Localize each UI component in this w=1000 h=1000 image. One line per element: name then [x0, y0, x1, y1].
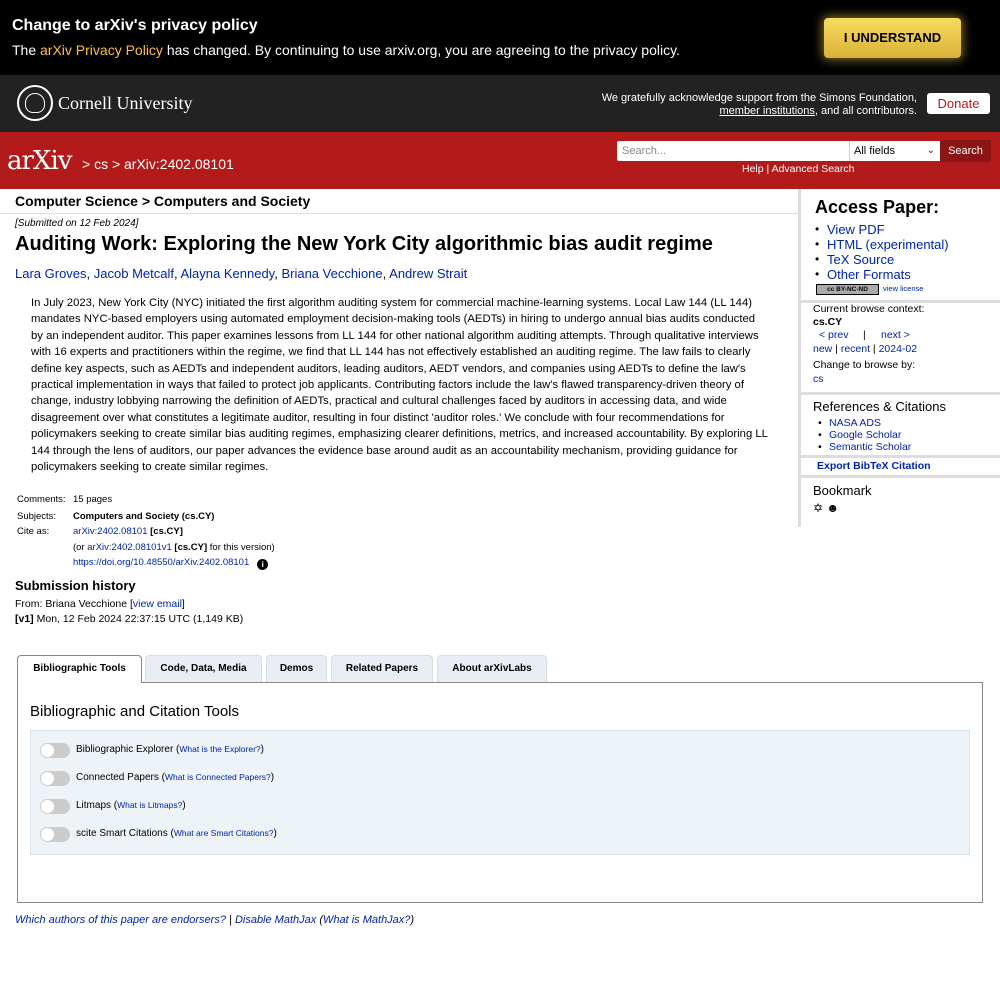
bibsonomy-icon[interactable]: ✡: [813, 501, 824, 515]
donate-button[interactable]: Donate: [927, 93, 990, 114]
change-browse-label: Change to browse by:: [813, 359, 916, 371]
doi-link[interactable]: https://doi.org/10.48550/arXiv.2402.08101: [73, 557, 250, 568]
access-paper-title: Access Paper:: [815, 197, 940, 217]
tab-related-papers[interactable]: Related Papers: [331, 655, 433, 682]
subjects-value: Computers and Society (cs.CY): [73, 511, 215, 522]
html-experimental-link[interactable]: • HTML (experimental): [827, 237, 949, 252]
references-citations-title: References & Citations: [813, 399, 946, 414]
submission-from: [15, 598, 185, 610]
arxiv-header: [0, 132, 1000, 189]
subjects-label: Subjects:: [17, 511, 57, 522]
banner-title: Change to arXiv's privacy policy: [12, 17, 258, 34]
author-link[interactable]: Andrew Strait: [389, 266, 468, 281]
tab-bibliographic-tools[interactable]: Bibliographic Tools: [17, 655, 142, 683]
tab-demos[interactable]: Demos: [266, 655, 327, 682]
what-are-smart-citations-link[interactable]: What are Smart Citations?: [173, 828, 274, 838]
toggle-label: Connected Papers (What is Connected Papers?): [76, 772, 275, 783]
cornell-header: [0, 75, 1000, 132]
info-icon[interactable]: i: [257, 559, 268, 570]
bookmark-title: Bookmark: [813, 483, 872, 498]
banner-text-suffix: has changed. By continuing to use arxiv.org, you are agreeing to the privacy policy.: [162, 42, 680, 58]
sidebar-divider: [801, 392, 1000, 395]
search-button[interactable]: Search: [940, 140, 991, 162]
toggle-label-text: scite Smart Citations: [76, 828, 168, 839]
i-understand-button[interactable]: I UNDERSTAND: [824, 18, 961, 58]
toggle-label-text: Litmaps: [76, 800, 112, 811]
paper-title: Auditing Work: Exploring the New York City algorithmic bias audit regime: [15, 233, 713, 255]
sidebar-divider: [801, 475, 1000, 478]
google-scholar-link[interactable]: • Google Scholar: [829, 429, 901, 441]
search-field-value: All fields: [854, 145, 895, 157]
arxiv-logo[interactable]: arXiv: [7, 146, 72, 176]
sidebar-divider: [801, 455, 1000, 458]
author-link[interactable]: Alayna Kennedy: [180, 266, 275, 281]
endorsers-link[interactable]: Which authors of this paper are endorsers?: [15, 914, 226, 926]
export-bibtex-link[interactable]: Export BibTeX Citation: [817, 460, 931, 472]
what-is-litmaps-link[interactable]: What is Litmaps?: [117, 800, 183, 810]
cornell-seal-icon[interactable]: [17, 85, 53, 121]
toggle-label: scite Smart Citations (What are Smart Citations?): [76, 828, 277, 839]
cite-version-prefix: (or: [73, 542, 88, 553]
prev-link[interactable]: < prev: [819, 329, 849, 341]
browse-cs-link[interactable]: cs: [813, 373, 824, 385]
month-link[interactable]: 2024-02: [878, 343, 918, 355]
view-pdf-link[interactable]: • View PDF: [827, 222, 885, 237]
bibliographic-explorer-toggle[interactable]: [40, 743, 70, 758]
tex-source-link[interactable]: • TeX Source: [827, 252, 894, 267]
banner-text-prefix: The: [12, 42, 41, 58]
search-field-select[interactable]: [849, 141, 940, 161]
mathjax-paren-open: (: [316, 914, 323, 926]
subject-divider: [0, 213, 798, 214]
help-links: [742, 163, 854, 175]
help-link[interactable]: Help: [742, 163, 764, 175]
footer-links: [15, 914, 414, 926]
ack-line1: We gratefully acknowledge support from the Simons Foundation,: [601, 92, 917, 104]
browse-links: new | recent | 2024-02: [813, 343, 918, 355]
toggle-label: Bibliographic Explorer (What is the Explorer?): [76, 744, 264, 755]
footer-separator: |: [225, 914, 235, 926]
submission-history-title: Submission history: [15, 578, 136, 593]
cite-category: [cs.CY]: [147, 526, 183, 537]
bookmark-icons: [813, 501, 839, 515]
author-list: Lara Groves, Jacob Metcalf, Alayna Kennedy, Briana Vecchione, Andrew Strait: [15, 266, 468, 281]
disable-mathjax-link[interactable]: Disable MathJax: [234, 914, 317, 926]
member-institutions-link[interactable]: member institutions: [719, 105, 815, 117]
doi-value: [73, 557, 268, 570]
next-link[interactable]: next >: [881, 329, 910, 341]
mathjax-paren-close: ): [410, 914, 415, 926]
view-license-link[interactable]: view license: [883, 284, 924, 293]
comments-label: Comments:: [17, 494, 66, 505]
version-label: [v1]: [15, 613, 34, 625]
what-is-connected-papers-link[interactable]: What is Connected Papers?: [164, 772, 271, 782]
cite-version-suffix: for this version): [207, 542, 275, 553]
litmaps-toggle[interactable]: [40, 799, 70, 814]
cite-version-link[interactable]: arXiv:2402.08101v1: [87, 542, 172, 553]
recent-link[interactable]: recent: [840, 343, 871, 355]
submission-from-prefix: From: Briana Vecchione [: [15, 598, 133, 610]
cc-license-badge[interactable]: cc BY-NC-ND: [816, 284, 879, 295]
tab-code-data-media[interactable]: Code, Data, Media: [145, 655, 262, 682]
author-link[interactable]: Briana Vecchione: [281, 266, 383, 281]
what-is-mathjax-link[interactable]: What is MathJax?: [323, 914, 411, 926]
toggle-label: Litmaps (What is Litmaps?): [76, 800, 186, 811]
advanced-search-link[interactable]: Advanced Search: [771, 163, 855, 175]
breadcrumb: > cs > arXiv:2402.08101: [82, 156, 234, 172]
prev-next-separator: |: [863, 329, 866, 341]
cite-version-category: [cs.CY]: [171, 542, 208, 553]
new-link[interactable]: new: [813, 343, 833, 355]
submission-date: [Submitted on 12 Feb 2024]: [15, 218, 139, 229]
cite-version-value: [73, 542, 275, 553]
ack-line2: [602, 105, 917, 118]
browse-context-value: cs.CY: [813, 316, 843, 328]
abstract: In July 2023, New York City (NYC) initiated the first algorithm auditing system for commercial machine-learning systems. Local Law 144 (LL 144) mandates NYC-based employers using automated employment decision-making tools (AEDTs) in hiring to undergo annual bias audits conducted by an independent auditor. This paper examines lessons from LL 144 for other national algorithm auditing attempts. Through qualitative interviews with 16 experts and practitioners within the regime, we find that LL 144 has not effectively established an auditing regime. The law fails to clearly define key aspects, such as AEDTs and independent auditors, leading auditors, AEDT vendors, and companies using AEDTs to define the law's practical implementation in ways that failed to protect job applicants. Contributing factors include the law's flawed transparency-driven theory of change, industry lobbying narrowing the definition of AEDTs, practical and cultural challenges faced by auditors in accessing data, and wide disagreement over what constitutes a legitimate auditor, resulting in four distinct 'auditor roles.' We conclude with four recommendations for policymakers seeking to create similar bias auditing regimes, emphasizing clearer definitions, metrics, and increased accountability. By exploring LL 144 through the lens of auditors, our paper advances the evidence base around audit as an accountability mechanism, providing guidance for policymakers seeking to create similar regimes.: [31, 297, 768, 474]
cite-label: Cite as:: [17, 526, 50, 537]
submission-from-suffix: ]: [181, 598, 185, 610]
other-formats-link[interactable]: • Other Formats: [827, 267, 911, 282]
toggle-label-text: Connected Papers: [76, 772, 159, 783]
semantic-scholar-link[interactable]: • Semantic Scholar: [829, 441, 911, 453]
subject-header: Computer Science > Computers and Society: [15, 193, 311, 209]
tab-about-arxivlabs[interactable]: About arXivLabs: [437, 655, 547, 682]
cite-value: [73, 526, 183, 537]
help-separator: |: [763, 163, 772, 175]
view-email-link[interactable]: view email: [132, 598, 182, 610]
author-link[interactable]: Jacob Metcalf: [93, 266, 174, 281]
toggle-label-text: Bibliographic Explorer: [76, 744, 174, 755]
nasa-ads-link[interactable]: • NASA ADS: [829, 417, 881, 429]
acknowledgement: [602, 92, 917, 118]
scite-toggle[interactable]: [40, 827, 70, 842]
version-v1: [15, 613, 243, 625]
cite-id-link[interactable]: arXiv:2402.08101: [73, 526, 148, 537]
search-input[interactable]: Search...: [617, 141, 849, 161]
right-sidebar: [798, 189, 1000, 527]
browse-context-label: Current browse context:: [813, 303, 925, 315]
author-link[interactable]: Lara Groves: [15, 266, 87, 281]
privacy-banner: [0, 0, 1000, 75]
connected-papers-toggle[interactable]: [40, 771, 70, 786]
comments-value: 15 pages: [73, 494, 113, 505]
version-details: Mon, 12 Feb 2024 22:37:15 UTC (1,149 KB): [33, 613, 244, 625]
tools-heading: Bibliographic and Citation Tools: [30, 703, 240, 720]
what-is-explorer-link[interactable]: What is the Explorer?: [179, 744, 261, 754]
banner-text: [12, 42, 680, 58]
chevron-down-icon: ⌄: [926, 145, 935, 156]
reddit-icon[interactable]: ☻: [826, 501, 840, 515]
ack-line2-suffix: , and all contributors.: [814, 105, 917, 117]
privacy-policy-link[interactable]: arXiv Privacy Policy: [40, 42, 163, 58]
cornell-university-name[interactable]: Cornell University: [58, 93, 193, 113]
